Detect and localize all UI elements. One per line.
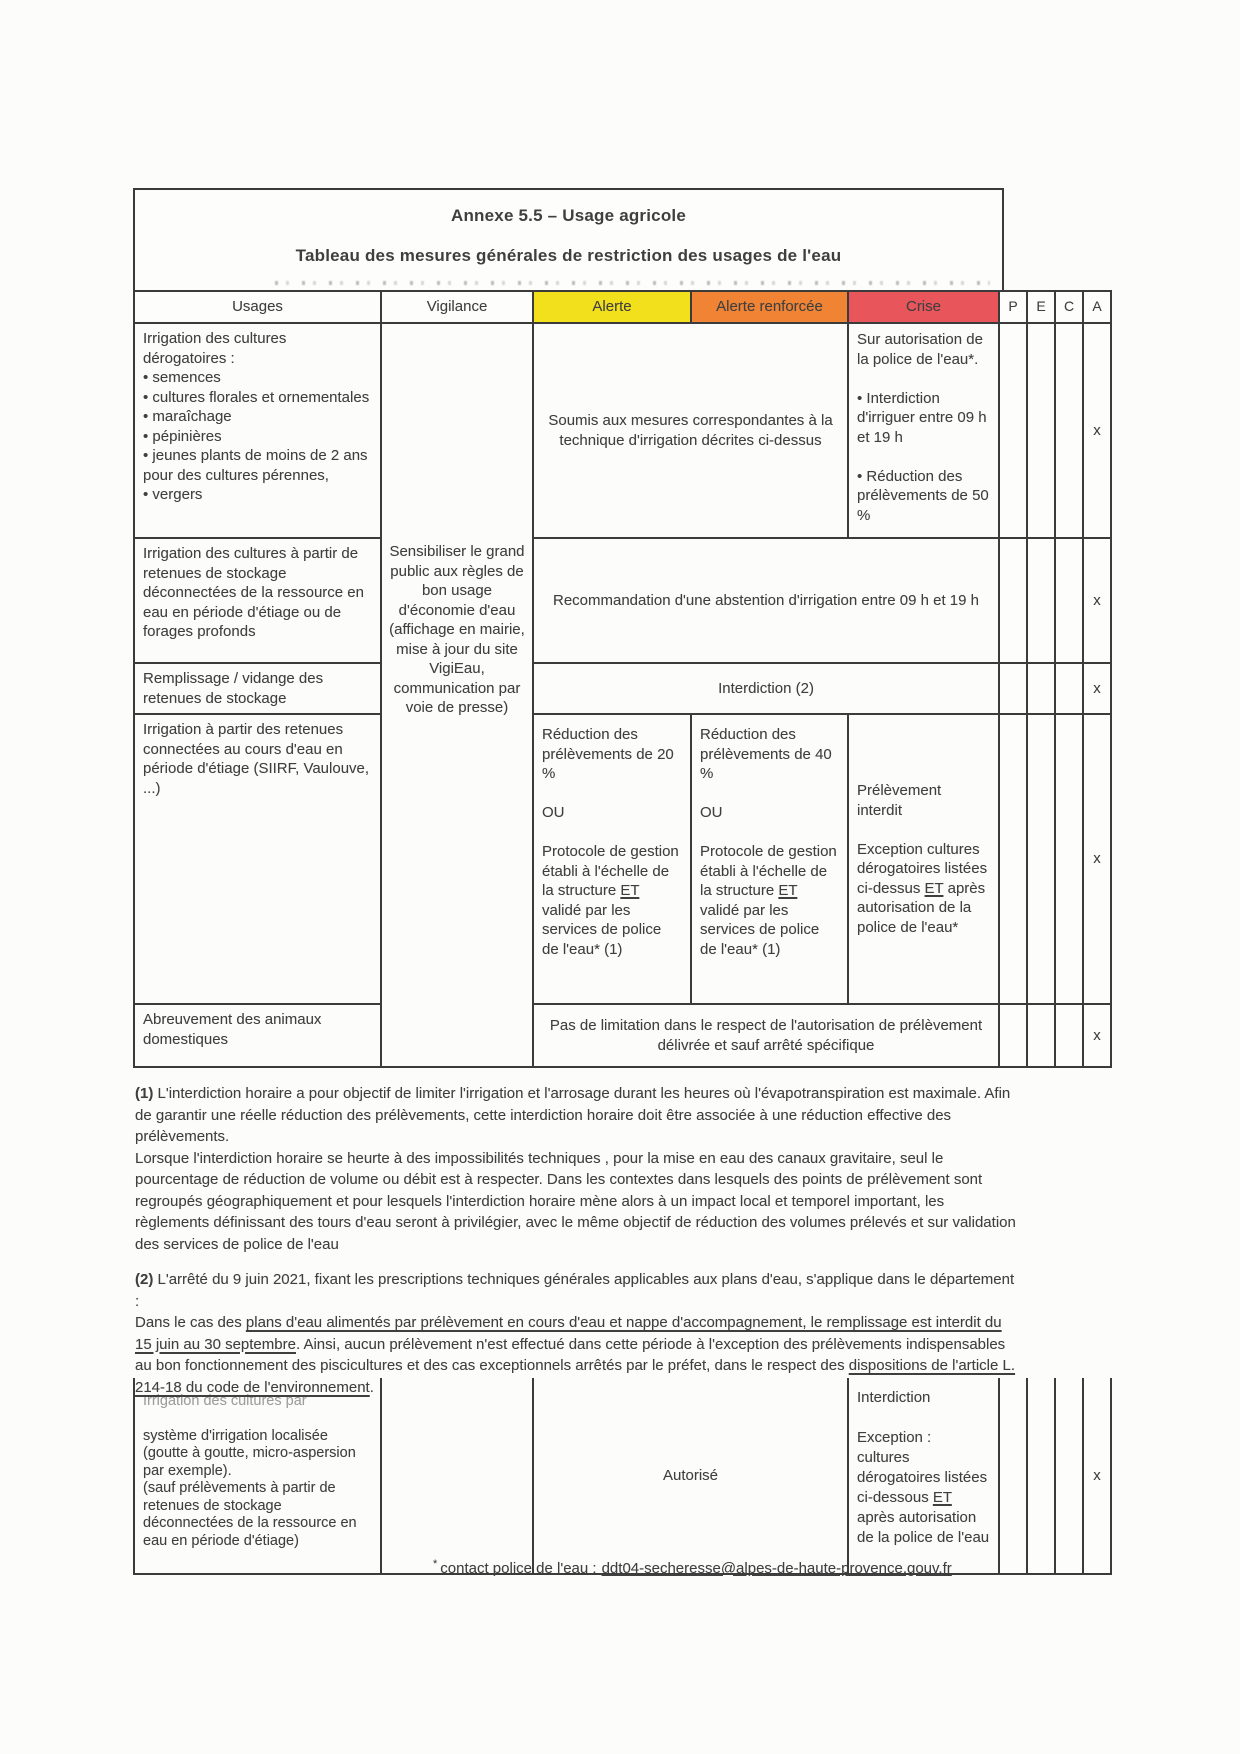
footnote-1-text: L'interdiction horaire a pour objectif de limiter l'irrigation et l'arrosage durant les heures où l'évapotranspiration est maximale. Afin de garantir une réelle réduction des prélèvements, cette interdiction horaire doit être associée à une réduction effective des prélèvements. Lorsque l'interdiction horaire se heurte à des impossibilités techniques , pour la mise en eau des canaux gravitaire, seul le pourcentage de réduction de volume ou débit est à respecter. Dans les contextes dans lesquels des points de prélèvement sont regroupés géographiquement et pour lesquels l'interdiction horaire mène alors à un impact local et temporel important, les règlements définissant des tours d'eau seront à privilégier, avec le même objectif de réduction des volumes prélevés et sur validation des services de police de l'eau <box>135 1085 1016 1253</box>
table-header-row <box>134 291 1111 323</box>
col-header-p: P <box>999 291 1027 323</box>
usage-text: système d'irrigation localisée (goutte à goutte, micro-aspersion par exemple). (sauf prélèvements à partir de retenues de stockage déconnectées de la ressource en eau en période d'étiage) <box>143 1427 357 1549</box>
row4-e-cell <box>1027 714 1055 1004</box>
vigilance-measure-cell: Sensibiliser le grand public aux règles de bon usage d'économie d'eau (affichage en mairie, mise à jour du site VigiEau, communication par voie de presse) <box>381 323 533 1067</box>
measure-text: Réduction des prélèvements de 20 % OU Protocole de gestion établi à l'échelle de la structure <box>542 726 679 899</box>
et-underlined: ET <box>932 1489 952 1506</box>
restrictions-table <box>133 290 1112 1068</box>
et-underlined: ET <box>620 882 640 899</box>
cut-row-c-cell <box>1055 1378 1083 1574</box>
footnote-2-marker: (2) <box>135 1271 154 1288</box>
row1-a-mark: x <box>1083 323 1111 538</box>
row4-c-cell <box>1055 714 1083 1004</box>
measure-text: après autorisation de la police de l'eau* <box>857 879 986 936</box>
row1-c-cell <box>1055 323 1083 538</box>
row3-p-cell <box>999 663 1027 714</box>
cut-off-table <box>133 1378 1112 1575</box>
asterisk-marker: * <box>433 1558 438 1570</box>
cut-row-a-mark: x <box>1083 1378 1111 1574</box>
row1-alerte-measure-cell: Soumis aux mesures correspondantes à la technique d'irrigation décrites ci-dessus <box>533 323 848 538</box>
col-header-crise: Crise <box>848 291 999 323</box>
row3-usage-cell: Remplissage / vidange des retenues de stockage <box>134 663 381 714</box>
page-title: Annexe 5.5 – Usage agricole <box>450 206 686 225</box>
col-header-usages: Usages <box>134 291 381 323</box>
footnote-2-text: . Ainsi, aucun prélèvement n'est effectué dans cette période à l'exception des prélèvements indispensables au bon fonctionnement des piscicultures et des cas exceptionnels arrêtés par le préfet, dans le respect des <box>135 1335 1006 1374</box>
row2-e-cell <box>1027 538 1055 663</box>
table-row <box>134 323 1111 538</box>
row2-a-mark: x <box>1083 538 1111 663</box>
footnote-2-suffix: . <box>369 1378 374 1396</box>
row1-e-cell <box>1027 323 1055 538</box>
row4-a-mark: x <box>1083 714 1111 1004</box>
row4-alerte-renforcee-measure-cell <box>691 714 848 1004</box>
row4-usage-cell: Irrigation à partir des retenues connectées au cours d'eau en période d'étiage (SIIRF, Vaulouve, ...) <box>134 714 381 1004</box>
et-underlined: ET <box>778 882 798 899</box>
row1-usage-cell: Irrigation des cultures dérogatoires : • semences • cultures florales et ornementales • maraîchage • pépinières • jeunes plants de moins de 2 ans pour des cultures pérennes, • vergers <box>134 323 381 538</box>
row5-a-mark: x <box>1083 1004 1111 1067</box>
col-header-e: E <box>1027 291 1055 323</box>
row5-p-cell <box>999 1004 1027 1067</box>
row3-measure-cell: Interdiction (2) <box>533 663 999 714</box>
cut-row-usage-cell <box>134 1378 381 1574</box>
measure-text: Interdiction Exception : cultures dérogatoires listées ci-dessous <box>857 1389 988 1506</box>
cut-row-vigilance-cell <box>381 1378 533 1574</box>
col-header-a: A <box>1083 291 1111 323</box>
row5-measure-cell: Pas de limitation dans le respect de l'autorisation de prélèvement délivrée et sauf arrêté spécifique <box>533 1004 999 1067</box>
clipped-usage-line: Irrigation des cultures par <box>143 1392 307 1409</box>
footnote-2-intro: L'arrêté du 9 juin 2021, fixant les prescriptions techniques générales applicables aux plans d'eau, s'applique dans le département : Dans le cas des <box>135 1271 1015 1331</box>
table-row <box>134 1378 1111 1574</box>
row5-usage-cell: Abreuvement des animaux domestiques <box>134 1004 381 1067</box>
row1-p-cell <box>999 323 1027 538</box>
contact-note <box>433 1558 952 1577</box>
footnotes-block <box>135 1083 1018 1412</box>
col-header-alerte: Alerte <box>533 291 691 323</box>
clipped-text-artifact <box>275 281 990 285</box>
row4-crise-measure-cell <box>848 714 999 1004</box>
table-row <box>134 538 1111 663</box>
row2-c-cell <box>1055 538 1083 663</box>
measure-text: validé par les services de police de l'eau* (1) <box>542 901 662 958</box>
cut-row-crise-measure-cell <box>848 1378 999 1574</box>
row3-a-mark: x <box>1083 663 1111 714</box>
cut-row-p-cell <box>999 1378 1027 1574</box>
row3-c-cell <box>1055 663 1083 714</box>
cut-row-alerte-measure-cell: Autorisé <box>533 1378 848 1574</box>
row1-crise-measure-cell: Sur autorisation de la police de l'eau*. • Interdiction d'irriguer entre 09 h et 19 h • Réduction des prélèvements de 50 % <box>848 323 999 538</box>
col-header-vigilance: Vigilance <box>381 291 533 323</box>
col-header-c: C <box>1055 291 1083 323</box>
row5-c-cell <box>1055 1004 1083 1067</box>
title-box <box>133 188 1004 290</box>
measure-text: après autorisation de la police de l'eau <box>857 1509 990 1546</box>
measure-text: Réduction des prélèvements de 40 % OU Protocole de gestion établi à l'échelle de la structure <box>700 726 837 899</box>
table-row <box>134 1004 1111 1067</box>
row4-alerte-measure-cell <box>533 714 691 1004</box>
footnote-2-underlined-2: dispositions de l'article L. 214-18 du code de l'environnement <box>135 1357 1016 1396</box>
contact-email: ddt04-secheresse@alpes-de-haute-provence.gouv.fr <box>601 1560 952 1577</box>
table-row <box>134 714 1111 1004</box>
footnote-2-underlined-1: plans d'eau alimentés par prélèvement en cours d'eau et nappe d'accompagnement, le remplissage est interdit du 15 juin au 30 septembre <box>135 1314 1002 1353</box>
footnote-1-marker: (1) <box>135 1085 154 1102</box>
row2-measure-cell: Recommandation d'une abstention d'irrigation entre 09 h et 19 h <box>533 538 999 663</box>
row2-p-cell <box>999 538 1027 663</box>
measure-text: validé par les services de police de l'eau* (1) <box>700 901 820 958</box>
row4-p-cell <box>999 714 1027 1004</box>
contact-label: contact police de l'eau : <box>440 1560 597 1577</box>
col-header-alerte-renforcee: Alerte renforcée <box>691 291 848 323</box>
row5-e-cell <box>1027 1004 1055 1067</box>
cut-row-e-cell <box>1027 1378 1055 1574</box>
footnote-1 <box>135 1083 1018 1255</box>
table-row <box>134 663 1111 714</box>
et-underlined: ET <box>924 879 944 897</box>
page-subtitle: Tableau des mesures générales de restriction des usages de l'eau <box>295 246 842 265</box>
measure-text: Prélèvement interdit Exception cultures dérogatoires listées ci-dessus <box>857 782 988 897</box>
row2-usage-cell: Irrigation des cultures à partir de retenues de stockage déconnectées de la ressource en eau en période d'étiage ou de forages profonds <box>134 538 381 663</box>
row3-e-cell <box>1027 663 1055 714</box>
